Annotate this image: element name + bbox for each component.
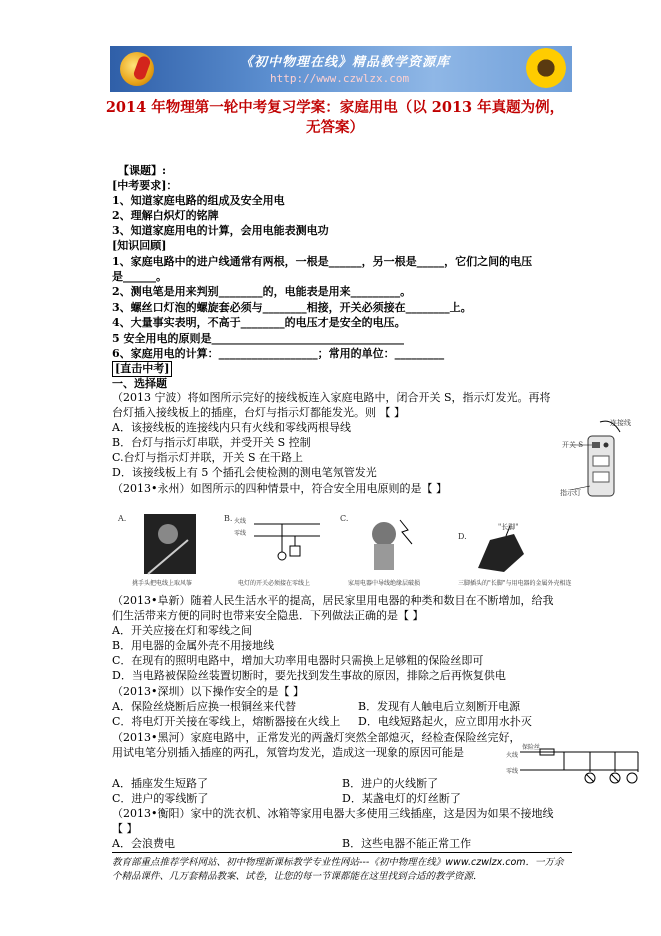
q4-option-a: A．保险丝烧断后应换一根铜丝来代替 (112, 700, 296, 713)
document-title (100, 98, 570, 138)
sunflower-icon (526, 48, 566, 88)
q1-option-a: A．该接线板的连接线内只有火线和零线两根导线 (112, 421, 351, 434)
fig1-switch-label: 开关 S (562, 441, 584, 449)
q4-option-b: B．发现有人触电后立刻断开电源 (358, 700, 521, 713)
q3-option-c: C．在现有的照明电路中，增加大功率用电器时只需换上足够粗的保险丝即可 (112, 654, 484, 667)
fig1-lamp-label: 指示灯 (560, 489, 581, 497)
fig2-label-b: B. (224, 514, 233, 523)
requirement-1: 1、知道家庭电路的组成及安全用电 (112, 194, 285, 207)
q1-stem: （2013 宁波）将如图所示完好的接线板连入家庭电路中，闭合开关 S，指示灯发光。再将 (112, 391, 551, 404)
banner-title: 《初中物理在线》精品教学资源库 (240, 55, 451, 70)
requirement-3: 3、知道家庭用电的计算，会用电能表测电功 (112, 224, 329, 237)
choice-section-heading: 一、选择题 (112, 377, 167, 390)
review-4: 4、大量事实表明，不高于________的电压才是安全的电压。 (112, 316, 406, 329)
review-1-cont: 是______。 (112, 270, 167, 283)
q2-stem: （2013•永州）如图所示的四种情景中，符合安全用电原则的是【 】 (112, 482, 447, 495)
review-5: 5 安全用电的原则是___________________________________ (112, 332, 404, 345)
review-3: 3、螺丝口灯泡的螺旋套必须与________相接，开关必须接在________上。 (112, 301, 472, 314)
q3-stem: （2013•阜新）随着人民生活水平的提高，居民家里用电器的种类和数目在不断增加，给我 (112, 594, 554, 607)
q5-option-b: B．进户的火线断了 (342, 777, 439, 790)
fig2-label-d: D. (458, 532, 467, 541)
review-2: 2、测电笔是用来判别________的，电能表是用来_________。 (112, 285, 412, 298)
fig2-caption-c: 家用电器中导线绝缘层破损 (348, 580, 421, 587)
fig1-wire-label: 连接线 (610, 419, 631, 427)
topic-label: 【课题】: (118, 164, 167, 177)
review-6: 6、家庭用电的计算：__________________；常用的单位：_________ (112, 347, 445, 360)
q5-option-d: D．某盏电灯的灯丝断了 (342, 792, 461, 805)
q4-option-d: D．电线短路起火，应立即用水扑灭 (358, 715, 532, 728)
requirement-2: 2、理解白炽灯的铭牌 (112, 209, 219, 222)
requirements-heading: [中考要求]： (112, 179, 178, 192)
q1-option-c: C.台灯与指示灯并联，开关 S 在干路上 (112, 451, 304, 464)
q1-stem-cont: 台灯插入接线板上的插座，台灯与指示灯都能发光。则 【 】 (112, 406, 405, 419)
exam-heading: [直击中考] (112, 361, 172, 377)
fig2b-fire-label: 火线 (234, 518, 247, 525)
q6-stem: （2013•衡阳）家中的洗衣机、冰箱等家用电器大多使用三线插座，这是因为如果不接地线 (112, 807, 554, 820)
q4-stem: （2013•深圳）以下操作安全的是【 】 (112, 685, 304, 698)
banner-url: http://www.czwlzx.com (270, 72, 410, 85)
q4-option-c: C．将电灯开关接在零线上，熔断器接在火线上 (112, 715, 341, 728)
fig2d-ground-label: "长脚" (498, 523, 519, 531)
q6-option-a: A．会浪费电 (112, 837, 175, 850)
fig5-fuse-label: 保险丝 (522, 744, 541, 751)
fig2-label-a: A. (118, 514, 127, 523)
q3-option-a: A．开关应接在灯和零线之间 (112, 624, 252, 637)
footer-divider (112, 852, 572, 853)
fig5-zero-label: 零线 (506, 768, 519, 775)
title-line-2: 无答案） (306, 119, 364, 136)
fig2-caption-b: 电灯的开关必须接在零线上 (238, 580, 311, 587)
q3-option-b: B．用电器的金属外壳不用接地线 (112, 639, 275, 652)
header-banner (110, 46, 572, 92)
q5-option-c: C．进户的零线断了 (112, 792, 209, 805)
fig5-fire-label: 火线 (506, 752, 519, 759)
q1-option-d: D．该接线板上有 5 个插孔会使检测的测电笔氖管发光 (112, 466, 377, 479)
q3-option-d: D．当电路被保险丝装置切断时，要先找到发生事故的原因，排除之后再恢复供电 (112, 669, 506, 682)
review-1: 1、家庭电路中的进户线通常有两根，一根是______，另一根是_____，它们之间的电压 (112, 255, 533, 268)
q5-stem: （2013•黑河）家庭电路中，正常发光的两盏灯突然全部熄灭，经检查保险丝完好， (112, 731, 521, 744)
fig2b-zero-label: 零线 (234, 530, 247, 537)
fig2-caption-d: 三脚插头的"长脚"与用电器的金属外壳相连 (458, 580, 572, 587)
q6-stem-cont: 【 】 (112, 822, 138, 835)
title-line-1: 2014 年物理第一轮中考复习学案：家庭用电（以 2013 年真题为例， (105, 99, 565, 116)
page-footer: 教育部重点推荐学科网站、初中物理新课标教学专业性网站---《初中物理在线》www.czwlzx.com．一万余个精品课件、几万套精品教案、试卷，让您的每一节课都能在这里找到合适的教学资源． (112, 857, 564, 882)
q5-option-a: A．插座发生短路了 (112, 777, 208, 790)
q6-option-b: B．这些电器不能正常工作 (342, 837, 472, 850)
fig2-caption-a: 挑手头把电线上取风筝 (132, 580, 193, 587)
fig2-label-c: C. (340, 514, 349, 523)
q5-stem-cont: 用试电笔分别插入插座的两孔，氖管均发光，造成这一现象的原因可能是 (112, 746, 464, 759)
damaged-wire-figure (352, 510, 422, 576)
review-heading: [知识回顾] (112, 239, 167, 252)
kite-wire-figure (128, 510, 208, 578)
q1-option-b: B．台灯与指示灯串联，并受开关 S 控制 (112, 436, 311, 449)
q3-stem-cont: 们生活带来方便的同时也带来安全隐患．下列做法正确的是【 】 (112, 609, 424, 622)
